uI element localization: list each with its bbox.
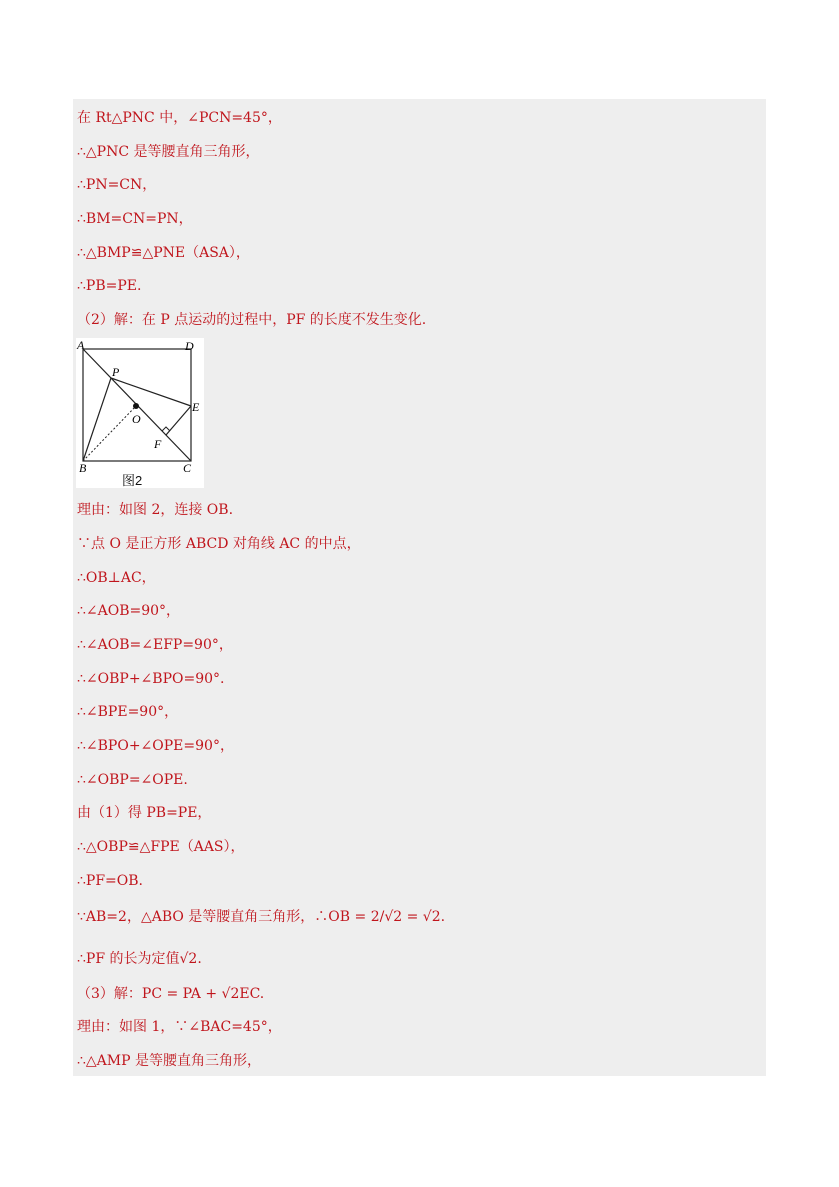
label-a: A (77, 338, 85, 352)
text-line: ∴∠AOB=90°， (77, 603, 181, 619)
text-line: ∴△AMP 是等腰直角三角形， (77, 1053, 261, 1069)
text-line: ∴∠AOB=∠EFP=90°， (77, 637, 233, 653)
segment-bp (83, 378, 111, 461)
segment-ob-dashed (83, 406, 136, 461)
point-o (133, 403, 139, 409)
segment-pe (111, 378, 191, 406)
label-f: F (154, 437, 162, 451)
figure-caption: 图2 (122, 473, 143, 488)
square-diagram (76, 338, 204, 488)
text-line: ∴BM=CN=PN， (77, 211, 193, 227)
label-o: O (132, 412, 141, 426)
text-line: ∴∠OBP=∠OPE. (77, 772, 188, 788)
text-line: ∴∠OBP+∠BPO=90°. (77, 671, 225, 687)
text-line: ∴PF 的长为定值√2. (77, 951, 202, 967)
text-line: ∴△OBP≌△FPE（AAS）， (77, 839, 245, 855)
text-line: ∴△BMP≌△PNE（ASA）， (77, 245, 250, 261)
figure-2 (76, 338, 204, 488)
label-p: P (112, 365, 120, 379)
text-line: ∵AB=2，△ABO 是等腰直角三角形，∴OB = 2/√2 = √2. (77, 909, 446, 925)
text-line: ∴OB⊥AC， (77, 570, 156, 586)
text-line: ∴PN=CN， (77, 177, 157, 193)
text-line: ∴∠BPE=90°， (77, 704, 179, 720)
text-line: （3）解：PC = PA + √2EC. (77, 986, 265, 1002)
text-line: 在 Rt△PNC 中，∠PCN=45°， (77, 110, 282, 126)
text-line: 理由：如图 1，∵∠BAC=45°， (77, 1019, 282, 1035)
text-line: 理由：如图 2，连接 OB. (77, 502, 234, 518)
text-line: 由（1）得 PB=PE， (77, 805, 212, 821)
text-line: ∵点 O 是正方形 ABCD 对角线 AC 的中点， (77, 536, 361, 552)
text-line: （2）解：在 P 点运动的过程中，PF 的长度不发生变化. (77, 312, 427, 328)
text-line: ∴PF=OB. (77, 873, 143, 889)
label-d: D (185, 339, 194, 353)
label-e: E (192, 400, 200, 414)
label-c: C (183, 461, 192, 475)
text-line: ∴∠BPO+∠OPE=90°， (77, 738, 234, 754)
label-b: B (79, 461, 87, 475)
text-line: ∴PB=PE. (77, 278, 142, 294)
text-line: ∴△PNC 是等腰直角三角形， (77, 144, 260, 160)
right-angle-mark (162, 427, 170, 431)
